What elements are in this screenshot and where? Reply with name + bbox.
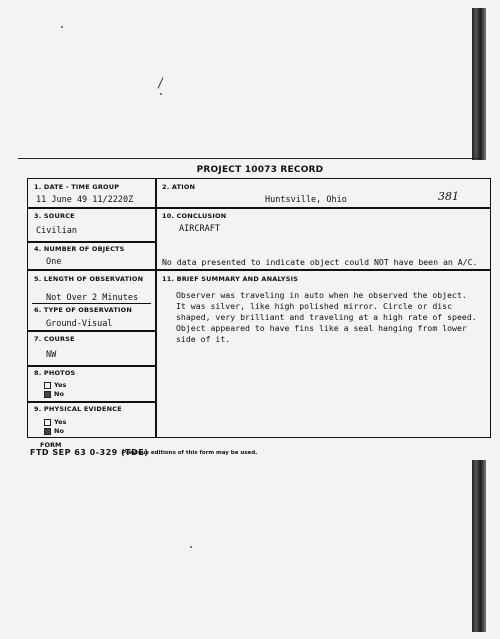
number-of-objects-value: One — [46, 257, 62, 267]
row-divider — [32, 303, 151, 304]
date-time-value: 11 June 49 11/2220Z — [36, 195, 134, 205]
row-divider — [28, 365, 155, 367]
course-value: NW — [46, 350, 57, 360]
checkbox-icon — [44, 382, 51, 389]
pencil-mark — [158, 77, 164, 88]
summary-text: Observer was traveling in auto when he observed the object. It was silver, like high polished mirror. Circle or disc shaped, very brilliant and traveling at a high rate of speed. Object appeared to have fins like a seal hanging from lower side of it. — [176, 290, 477, 344]
photos-yes-option — [44, 381, 66, 389]
photos-no-option — [44, 390, 64, 398]
physical-evidence-no-option — [44, 427, 64, 435]
paper-speck — [61, 26, 63, 28]
type-of-observation-label: 6. TYPE OF OBSERVATION — [34, 306, 133, 314]
physical-evidence-no-label: No — [54, 427, 64, 435]
length-of-observation-value: Not Over 2 Minutes — [46, 293, 139, 303]
photos-no-label: No — [54, 390, 64, 398]
type-of-observation-value: Ground-Visual — [46, 319, 113, 329]
conclusion-label: 10. CONCLUSION — [162, 212, 227, 220]
form-title: PROJECT 10073 RECORD — [196, 165, 324, 175]
length-of-observation-label: 5. LENGTH OF OBSERVATION — [34, 275, 144, 283]
physical-evidence-yes-label: Yes — [54, 418, 67, 426]
paper-speck — [160, 93, 162, 95]
physical-evidence-label: 9. PHYSICAL EVIDENCE — [34, 405, 122, 413]
row-divider — [28, 269, 155, 271]
paper-speck — [190, 546, 192, 548]
photos-label: 8. PHOTOS — [34, 369, 76, 377]
row-divider — [28, 401, 155, 403]
source-label: 3. SOURCE — [34, 212, 75, 220]
row-divider — [28, 241, 155, 243]
date-time-label: 1. DATE - TIME GROUP — [34, 183, 120, 191]
binder-clip-bottom — [472, 460, 486, 632]
form-id: FTD SEP 63 0-329 (TDE) — [30, 448, 149, 457]
checkbox-icon — [44, 419, 51, 426]
conclusion-note: No data presented to indicate object could NOT have been an A/C. — [162, 257, 478, 267]
summary-label: 11. BRIEF SUMMARY AND ANALYSIS — [162, 275, 299, 283]
source-value: Civilian — [36, 226, 77, 236]
row-divider — [28, 207, 155, 209]
column-divider — [155, 179, 157, 437]
conclusion-value: AIRCRAFT — [179, 224, 220, 234]
location-value: Huntsville, Ohio — [265, 195, 347, 205]
physical-evidence-yes-option — [44, 418, 66, 426]
row-divider — [155, 269, 490, 271]
handwritten-case-number: 381 — [438, 190, 459, 203]
checkbox-checked-icon — [44, 391, 51, 398]
location-label: 2. ATION — [162, 183, 196, 191]
checkbox-checked-icon — [44, 428, 51, 435]
number-of-objects-label: 4. NUMBER OF OBJECTS — [34, 245, 125, 253]
binder-clip-top — [472, 8, 486, 160]
form-edition-note: Previous editions of this form may be used. — [122, 450, 258, 456]
form-word: FORM — [40, 441, 62, 449]
row-divider — [28, 330, 155, 332]
photos-yes-label: Yes — [54, 381, 67, 389]
top-rule — [18, 158, 480, 159]
row-divider — [155, 207, 490, 209]
course-label: 7. COURSE — [34, 335, 75, 343]
